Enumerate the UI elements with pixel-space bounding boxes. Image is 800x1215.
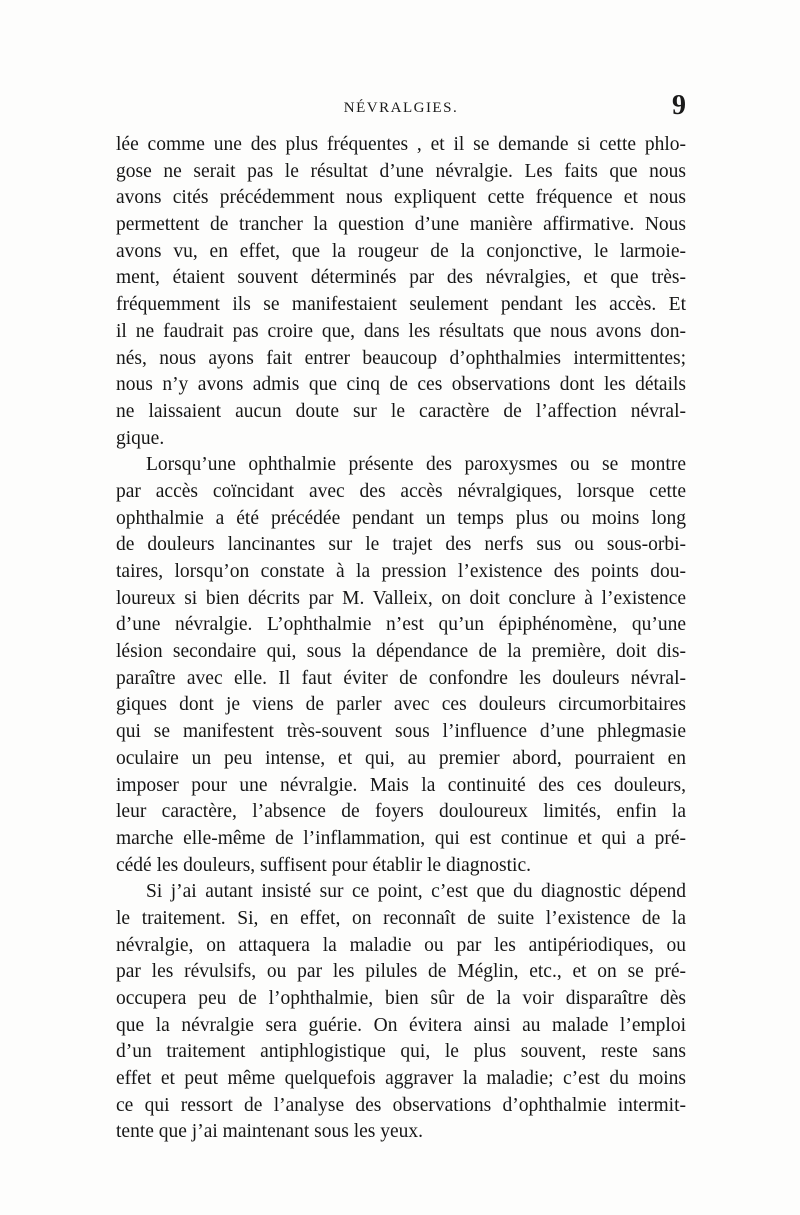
text-line: leur caractère, l’absence de foyers douloureux limités, enfin la — [116, 801, 686, 823]
text-line: occupera peu de l’ophthalmie, bien sûr de la voir disparaître dès — [116, 988, 686, 1009]
text-line: Lorsqu’une ophthalmie présente des paroxysmes ou se montre — [146, 454, 686, 476]
text-line: gique. — [116, 427, 165, 449]
text-line: tente que j’ai maintenant sous les yeux. — [116, 1121, 424, 1143]
text-line: cédé les douleurs, suffisent pour établir le diagnostic. — [116, 854, 531, 876]
text-line: d’une névralgie. L’ophthalmie n’est qu’un épiphénomène, qu’une — [116, 614, 686, 636]
text-line: gose ne serait pas le résultat d’une névralgie. Les faits que nous — [116, 160, 686, 182]
text-line: imposer pour une névralgie. Mais la continuité des ces douleurs, — [116, 774, 686, 796]
text-line: fréquemment ils se manifestaient seulement pendant les accès. Et — [116, 294, 686, 316]
text-line: lée comme une des plus fréquentes , et il se demande si cette phlo- — [116, 134, 686, 155]
text-line: nous n’y avons admis que cinq de ces observations dont les détails — [116, 374, 686, 396]
text-line: marche elle-même de l’inflammation, qui est continue et qui a pré- — [116, 827, 686, 849]
text-line: il ne faudrait pas croire que, dans les résultats que nous avons don- — [116, 320, 686, 342]
text-line: que la névralgie sera guérie. On évitera ainsi au malade l’emploi — [116, 1014, 686, 1036]
text-line: giques dont je viens de parler avec ces douleurs circumorbitaires — [116, 694, 686, 716]
text-line: effet et peut même quelquefois aggraver la maladie; c’est du moins — [116, 1068, 686, 1090]
text-line: lésion secondaire qui, sous la dépendance de la première, doit dis- — [116, 641, 686, 663]
text-line: le traitement. Si, en effet, on reconnaît de suite l’existence de la — [116, 907, 686, 929]
text-line: ophthalmie a été précédée pendant un temps plus ou moins long — [116, 507, 686, 529]
text-line: oculaire un peu intense, et qui, au premier abord, pourraient en — [116, 747, 686, 769]
text-line: de douleurs lancinantes sur le trajet des nerfs sus ou sous-orbi- — [116, 534, 686, 556]
paragraph-1 — [116, 132, 686, 452]
running-head — [116, 90, 686, 124]
text-line: loureux si bien décrits par M. Valleix, on doit conclure à l’existence — [116, 587, 686, 609]
text-line: Si j’ai autant insisté sur ce point, c’est que du diagnostic dépend — [146, 881, 686, 903]
page-number: 9 — [672, 90, 686, 121]
text-line: avons cités précédemment nous expliquent cette fréquence et nous — [116, 187, 686, 209]
text-line: avons vu, en effet, que la rougeur de la conjonctive, le larmoie- — [116, 240, 686, 262]
text-line: d’un traitement antiphlogistique qui, le plus souvent, reste sans — [116, 1041, 686, 1063]
text-line: névralgie, on attaquera la maladie ou par les antipériodiques, ou — [116, 934, 686, 956]
text-line: ce qui ressort de l’analyse des observations d’ophthalmie intermit- — [116, 1094, 686, 1116]
text-line: nés, nous ayons fait entrer beaucoup d’ophthalmies intermittentes; — [116, 347, 686, 369]
text-line: par accès coïncidant avec des accès névralgiques, lorsque cette — [116, 480, 686, 502]
text-line: taires, lorsqu’on constate à la pression l’existence des points dou- — [116, 561, 686, 582]
text-line: ne laissaient aucun doute sur le caractère de l’affection névral- — [116, 400, 686, 422]
paragraph-2 — [116, 452, 686, 879]
text-line: paraître avec elle. Il faut éviter de confondre les douleurs névral- — [116, 667, 686, 689]
paragraph-3 — [116, 879, 686, 1146]
running-title: NÉVRALGIES. — [343, 100, 459, 116]
text-line: ment, étaient souvent déterminés par des névralgies, et que très- — [116, 267, 686, 289]
text-line: permettent de trancher la question d’une manière affirmative. Nous — [116, 214, 686, 236]
text-line: qui se manifestent très-souvent sous l’influence d’une phlegmasie — [116, 721, 686, 743]
body-text — [116, 132, 686, 1146]
text-line: par les révulsifs, ou par les pilules de Méglin, etc., et on se pré- — [116, 961, 686, 983]
